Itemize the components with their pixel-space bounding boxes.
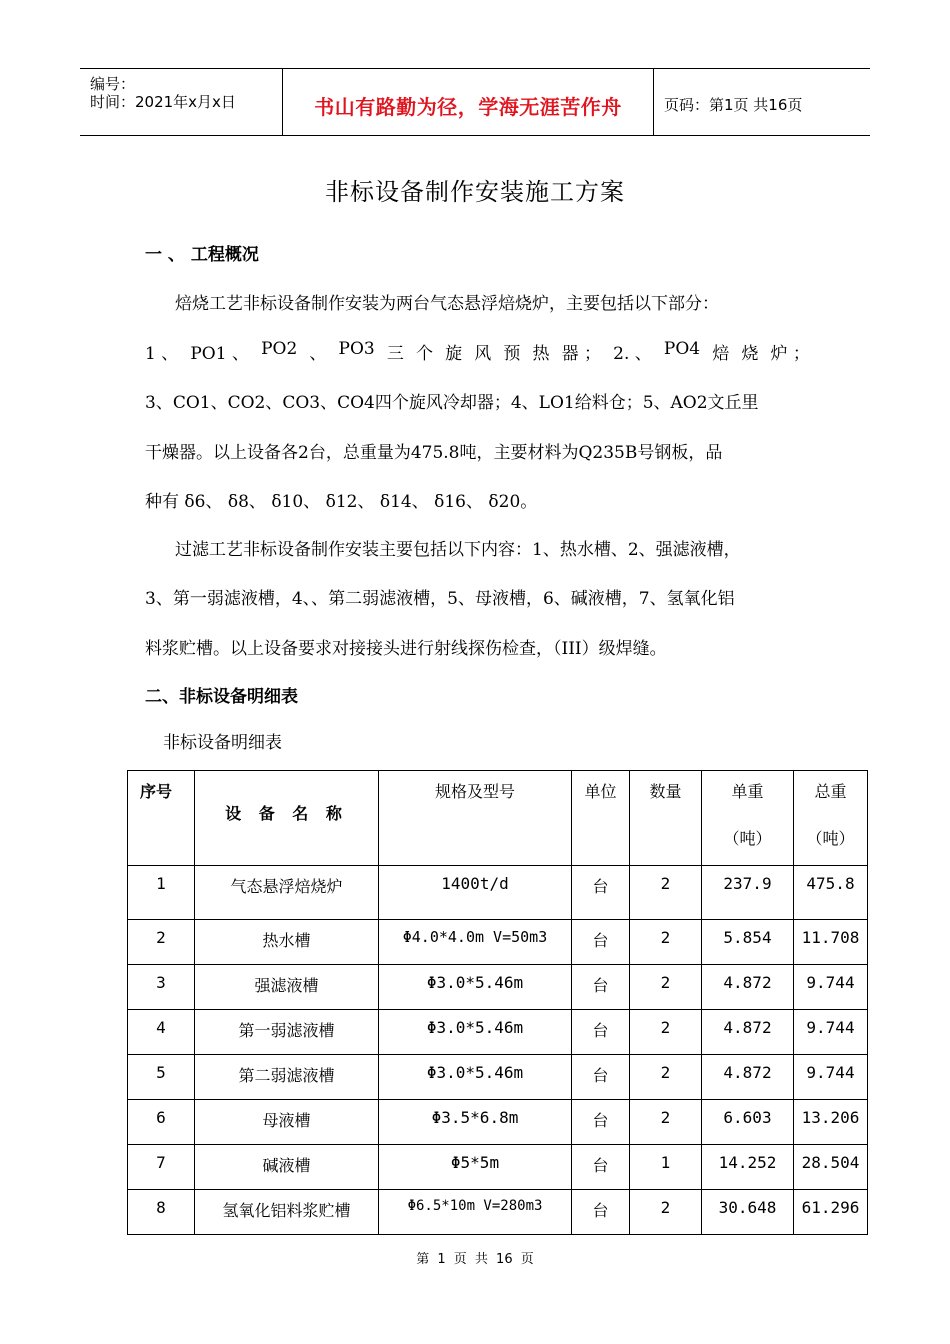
spread-token: 风 xyxy=(474,344,492,364)
document-number-label: 编号： xyxy=(90,75,136,93)
table-row xyxy=(128,1190,868,1235)
paragraph-line: 3、第一弱滤液槽，4、、第二弱滤液槽，5、母液槽，6、碱液槽，7、氢氧化铝 xyxy=(145,589,735,609)
header-unit: 单位 xyxy=(572,771,630,866)
document-title: 非标设备制作安装施工方案 xyxy=(325,178,625,206)
header-equipment-name: 设 备 名 称 xyxy=(195,771,379,866)
cell-total-weight: 28.504 xyxy=(794,1145,868,1190)
cell-name: 强滤液槽 xyxy=(195,965,379,1010)
cell-unit: 台 xyxy=(572,965,630,1010)
paragraph-line: 过滤工艺非标设备制作安装主要包括以下内容：1、热水槽、2、强滤液槽， xyxy=(175,540,741,560)
header-unit-weight-label: 单重 xyxy=(731,782,764,801)
header-page-cell xyxy=(654,69,870,135)
cell-serial: 6 xyxy=(128,1100,195,1145)
cell-quantity: 2 xyxy=(630,1010,702,1055)
cell-unit-weight: 30.648 xyxy=(702,1190,794,1235)
header-total-weight xyxy=(794,771,868,866)
equipment-table xyxy=(127,770,868,1235)
cell-serial: 1 xyxy=(128,866,195,920)
paragraph-line: 干燥器。以上设备各2台，总重量为475.8吨，主要材料为Q235B号钢板，品 xyxy=(145,443,723,463)
cell-unit: 台 xyxy=(572,1190,630,1235)
cell-quantity: 2 xyxy=(630,965,702,1010)
section-heading-overview: 一 、 工程概况 xyxy=(145,245,259,265)
spread-token: 、 xyxy=(309,344,327,364)
table-row xyxy=(128,1055,868,1100)
cell-unit: 台 xyxy=(572,1100,630,1145)
cell-serial: 5 xyxy=(128,1055,195,1100)
cell-unit-weight: 4.872 xyxy=(702,965,794,1010)
cell-name: 第一弱滤液槽 xyxy=(195,1010,379,1055)
table-header-row xyxy=(128,771,868,866)
cell-spec: Φ3.5*6.8m xyxy=(379,1100,572,1145)
spread-token: 炉 ； xyxy=(770,344,810,364)
cell-serial: 2 xyxy=(128,920,195,965)
header-total-weight-label: 总重 xyxy=(814,782,847,801)
table-row xyxy=(128,866,868,920)
cell-serial: 3 xyxy=(128,965,195,1010)
cell-quantity: 2 xyxy=(630,1055,702,1100)
cell-quantity: 2 xyxy=(630,920,702,965)
cell-spec: Φ5*5m xyxy=(379,1145,572,1190)
table-row xyxy=(128,1010,868,1055)
spread-token: 焙 xyxy=(712,344,730,364)
cell-unit-weight: 4.872 xyxy=(702,1055,794,1100)
cell-spec: Φ4.0*4.0m V=50m3 xyxy=(379,920,572,965)
spread-token: 器 ； xyxy=(561,344,602,364)
cell-unit-weight: 4.872 xyxy=(702,1010,794,1055)
table-row xyxy=(128,965,868,1010)
table-caption: 非标设备明细表 xyxy=(163,733,282,753)
cell-unit-weight: 5.854 xyxy=(702,920,794,965)
spread-token: 旋 xyxy=(445,344,463,364)
paragraph-line: 焙烧工艺非标设备制作安装为两台气态悬浮焙烧炉，主要包括以下部分： xyxy=(175,294,719,314)
spread-token: 个 xyxy=(416,344,433,364)
cell-quantity: 2 xyxy=(630,1100,702,1145)
cell-unit: 台 xyxy=(572,1010,630,1055)
cell-spec: Φ3.0*5.46m xyxy=(379,965,572,1010)
paragraph-line: 3、CO1、CO2、CO3、CO4四个旋风冷却器；4、LO1给料仓；5、AO2文丘里 xyxy=(145,393,759,413)
header-left-cell xyxy=(80,69,282,135)
spread-token: PO1 、 xyxy=(190,344,249,364)
cell-total-weight: 9.744 xyxy=(794,965,868,1010)
cell-total-weight: 9.744 xyxy=(794,1055,868,1100)
cell-total-weight: 9.744 xyxy=(794,1010,868,1055)
cell-name: 气态悬浮焙烧炉 xyxy=(195,866,379,920)
cell-total-weight: 11.708 xyxy=(794,920,868,965)
cell-serial: 4 xyxy=(128,1010,195,1055)
spread-token: 热 xyxy=(532,344,550,364)
header-page-number: 页码：第1页 共16页 xyxy=(664,96,803,114)
header-quantity: 数量 xyxy=(630,771,702,866)
cell-spec: Φ3.0*5.46m xyxy=(379,1055,572,1100)
header-motto: 书山有路勤为径，学海无涯苦作舟 xyxy=(314,95,622,119)
cell-total-weight: 475.8 xyxy=(794,866,868,920)
cell-total-weight: 13.206 xyxy=(794,1100,868,1145)
table-row xyxy=(128,1100,868,1145)
spread-token: PO4 xyxy=(663,339,701,359)
table-row xyxy=(128,920,868,965)
cell-name: 碱液槽 xyxy=(195,1145,379,1190)
header-serial: 序号 xyxy=(128,771,195,866)
cell-unit-weight: 6.603 xyxy=(702,1100,794,1145)
cell-name: 母液槽 xyxy=(195,1100,379,1145)
header-total-weight-unit: （吨） xyxy=(806,829,855,848)
section-heading-equipment: 二、非标设备明细表 xyxy=(145,687,298,707)
spread-token: 预 xyxy=(503,344,521,364)
cell-quantity: 2 xyxy=(630,866,702,920)
paragraph-line: 料浆贮槽。以上设备要求对接接头进行射线探伤检查，（III）级焊缝。 xyxy=(145,639,667,659)
spread-token: PO2 xyxy=(261,339,298,359)
cell-unit: 台 xyxy=(572,1055,630,1100)
paragraph-line: 种有 δ6、 δ8、 δ10、 δ12、 δ14、 δ16、 δ20。 xyxy=(145,492,538,512)
header-unit-weight-unit: （吨） xyxy=(723,829,772,848)
cell-spec: Φ6.5*10m V=280m3 xyxy=(379,1190,572,1235)
spread-token: PO3 xyxy=(338,339,375,359)
page-footer: 第 1 页 共 16 页 xyxy=(416,1252,534,1267)
page-header xyxy=(80,68,870,136)
spread-token: 烧 xyxy=(741,344,759,364)
cell-quantity: 1 xyxy=(630,1145,702,1190)
cell-unit: 台 xyxy=(572,920,630,965)
cell-quantity: 2 xyxy=(630,1190,702,1235)
header-spec: 规格及型号 xyxy=(379,771,572,866)
cell-total-weight: 61.296 xyxy=(794,1190,868,1235)
spread-token: 2. 、 xyxy=(613,344,652,364)
cell-serial: 8 xyxy=(128,1190,195,1235)
header-unit-weight xyxy=(702,771,794,866)
spread-token: 三 xyxy=(386,344,404,364)
spread-token: 1 、 xyxy=(145,344,179,364)
document-time-label: 时间：2021年x月x日 xyxy=(90,93,236,111)
cell-name: 热水槽 xyxy=(195,920,379,965)
cell-unit: 台 xyxy=(572,866,630,920)
cell-serial: 7 xyxy=(128,1145,195,1190)
cell-name: 第二弱滤液槽 xyxy=(195,1055,379,1100)
cell-unit: 台 xyxy=(572,1145,630,1190)
paragraph-line-spread xyxy=(145,339,810,364)
header-motto-cell xyxy=(282,69,654,135)
cell-spec: Φ3.0*5.46m xyxy=(379,1010,572,1055)
cell-spec: 1400t/d xyxy=(379,866,572,920)
table-row xyxy=(128,1145,868,1190)
cell-unit-weight: 237.9 xyxy=(702,866,794,920)
cell-unit-weight: 14.252 xyxy=(702,1145,794,1190)
cell-name: 氢氧化铝料浆贮槽 xyxy=(195,1190,379,1235)
